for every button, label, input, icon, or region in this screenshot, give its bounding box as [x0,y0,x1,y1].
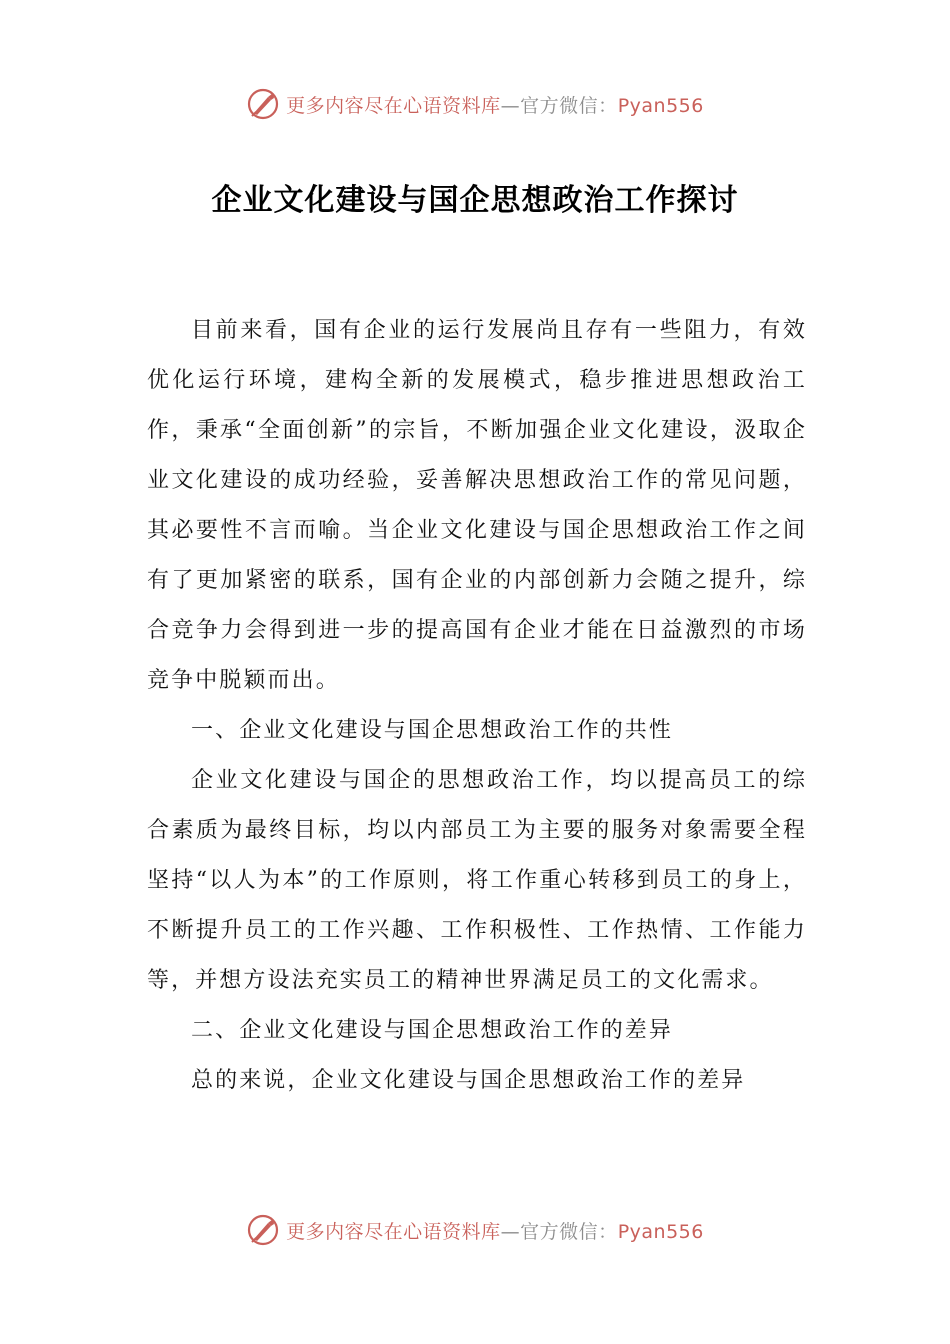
intro-paragraph: 目前来看，国有企业的运行发展尚且存有一些阻力，有效优化运行环境，建构全新的发展模式，稳步推进思想政治工作，秉承“全面创新”的宗旨，不断加强企业文化建设，汲取企业文化建设的成功经验，妥善解决思想政治工作的常见问题，其必要性不言而喻。当企业文化建设与国企思想政治工作之间有了更加紧密的联系，国有企业的内部创新力会随之提升，综合竞争力会得到进一步的提高国有企业才能在日益激烈的市场竞争中脱颖而出。 [147,318,807,693]
section-heading-2: 二、企业文化建设与国企思想政治工作的差异 [191,1018,674,1043]
watermark-site-name: 更多内容尽在心语资料库 [286,94,501,117]
footer-watermark [0,1210,950,1250]
watermark-wechat-id: Pyan556 [617,1220,704,1243]
section-paragraph-1: 企业文化建设与国企的思想政治工作，均以提高员工的综合素质为最终目标，均以内部员工为主要的服务对象需要全程坚持“以人为本”的工作原则，将工作重心转移到员工的身上，不断提升员工的工作兴趣、工作积极性、工作热情、工作能力等，并想方设法充实员工的精神世界满足员工的文化需求。 [147,768,807,993]
pen-logo-icon [246,87,280,121]
watermark-wechat-label: —官方微信： [500,1220,618,1243]
document-body [147,306,807,1106]
section-paragraph-2: 总的来说，企业文化建设与国企思想政治工作的差异 [191,1068,746,1093]
watermark-text [286,1217,704,1244]
pen-logo-icon [246,1213,280,1247]
watermark-wechat-id: Pyan556 [617,94,704,117]
watermark-text [286,91,704,118]
header-watermark [0,84,950,124]
document-title: 企业文化建设与国企思想政治工作探讨 [211,183,739,218]
section-heading-1: 一、企业文化建设与国企思想政治工作的共性 [191,718,674,743]
watermark-site-name: 更多内容尽在心语资料库 [286,1220,501,1243]
watermark-wechat-label: —官方微信： [500,94,618,117]
